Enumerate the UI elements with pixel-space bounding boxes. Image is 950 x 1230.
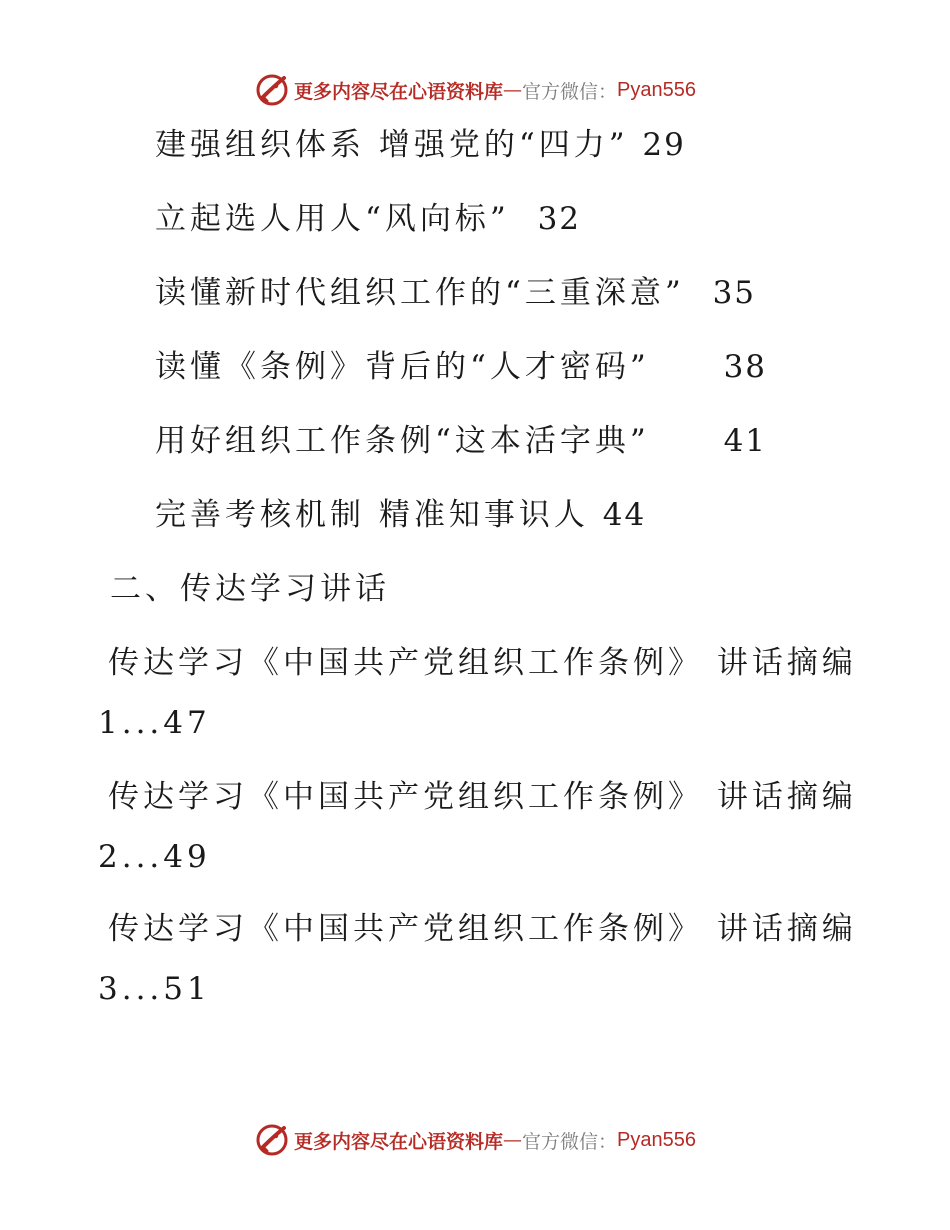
watermark-main-text: 更多内容尽在心语资料库 — [294, 1130, 504, 1153]
footer-watermark — [0, 1120, 950, 1160]
watermark-account-id: Pyan556 — [617, 1128, 696, 1151]
toc-item-title: 用好组织工作条例“这本活字典” — [155, 423, 650, 459]
toc-item-page: 29 — [642, 127, 686, 163]
watermark-dash: — — [503, 79, 523, 101]
speech-item-title: 传达学习《中国共产党组织工作条例》 讲话摘编 — [108, 779, 857, 815]
toc-item — [155, 349, 768, 385]
toc-item — [155, 497, 647, 533]
toc-item-page: 44 — [602, 497, 647, 533]
watermark-side-text: 官方微信： — [522, 80, 618, 103]
toc-item-title: 立起选人用人“风向标” — [155, 201, 510, 237]
header-watermark — [0, 70, 950, 110]
toc-item-title: 建强组织体系 增强党的“四力” — [155, 127, 629, 163]
section-heading: 二、传达学习讲话 — [110, 571, 390, 607]
toc-item-page: 38 — [723, 349, 768, 385]
watermark-account-id: Pyan556 — [617, 78, 696, 101]
toc-item-title: 完善考核机制 精准知事识人 — [155, 497, 589, 533]
toc-item-title: 读懂《条例》背后的“人才密码” — [155, 349, 650, 385]
toc-item — [155, 201, 582, 237]
toc-item-page: 35 — [712, 275, 757, 311]
watermark-dash: — — [503, 1129, 523, 1151]
speech-item-continuation: 1...47 — [98, 705, 211, 741]
speech-item-title: 传达学习《中国共产党组织工作条例》 讲话摘编 — [108, 645, 857, 681]
toc-item-title: 读懂新时代组织工作的“三重深意” — [155, 275, 685, 311]
toc-item-page: 41 — [723, 423, 768, 459]
toc-item — [155, 275, 757, 311]
brush-logo-icon — [254, 72, 290, 108]
watermark-side-text: 官方微信： — [522, 1130, 618, 1153]
watermark-main-text: 更多内容尽在心语资料库 — [294, 80, 504, 103]
speech-item-continuation: 2...49 — [98, 839, 211, 875]
speech-item-continuation: 3...51 — [98, 971, 211, 1007]
speech-item-title: 传达学习《中国共产党组织工作条例》 讲话摘编 — [108, 911, 857, 947]
toc-item — [155, 127, 686, 163]
toc-item-page: 32 — [537, 201, 582, 237]
brush-logo-icon — [254, 1122, 290, 1158]
toc-item — [155, 423, 768, 459]
